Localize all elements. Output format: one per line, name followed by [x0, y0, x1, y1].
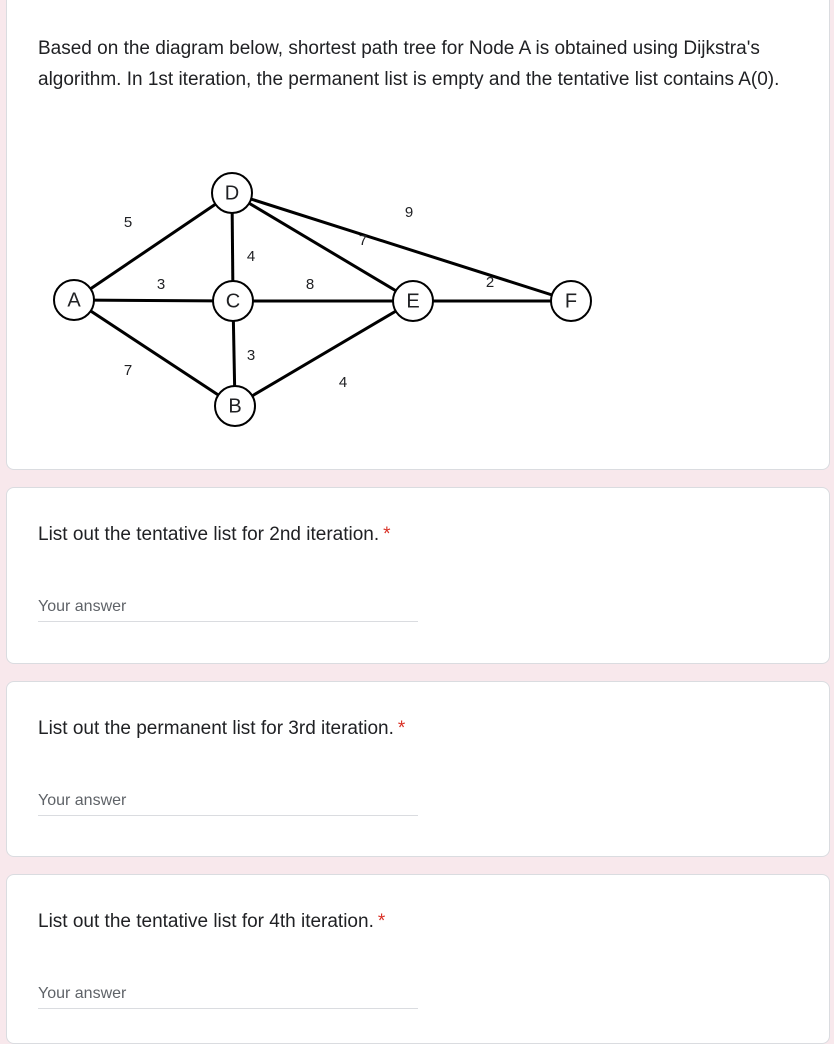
edge-weight-b-e: 4: [338, 373, 348, 391]
node-label: E: [406, 290, 420, 313]
edge-weight-d-f: 9: [404, 203, 414, 221]
node-b: [215, 386, 255, 426]
edge-weight-e-f: 2: [485, 273, 495, 291]
edge-b-e: [235, 301, 413, 406]
edge-weight-a-c: 3: [156, 275, 166, 293]
question-label: List out the permanent list for 3rd iteration. *: [38, 718, 406, 739]
node-c: [213, 281, 253, 321]
edge-weight-d-c: 4: [246, 247, 256, 265]
intro-card: [6, 0, 830, 470]
edge-a-b: [74, 300, 235, 406]
edge-d-e: [232, 193, 413, 301]
required-asterisk: *: [383, 524, 391, 545]
required-asterisk: *: [377, 911, 386, 932]
node-d: [212, 173, 252, 213]
graph-diagram: [7, 0, 831, 471]
intro-text: Based on the diagram below, shortest path tree for Node A is obtained using Dijkstra's algorithm. In 1st iteration, the permanent list is empty and the tentative list contains A(0).: [38, 38, 780, 90]
edge-weight-a-d: 5: [123, 213, 133, 231]
node-label: C: [225, 290, 241, 313]
node-label: F: [564, 290, 578, 313]
question-card: [6, 487, 830, 664]
answer-input[interactable]: [38, 979, 418, 1009]
node-label: B: [228, 395, 242, 418]
edge-a-c: [74, 300, 233, 301]
edge-weight-a-b: 7: [123, 361, 133, 379]
node-e: [393, 281, 433, 321]
edge-weight-d-e: 7: [358, 231, 368, 249]
question-card: [6, 874, 830, 1044]
node-label: A: [67, 289, 81, 312]
answer-input[interactable]: [38, 592, 418, 622]
question-card: [6, 681, 830, 857]
question-label: List out the tentative list for 2nd iteration. *: [38, 524, 391, 545]
question-label: List out the tentative list for 4th iteration. *: [38, 911, 386, 932]
edge-a-d: [74, 193, 232, 300]
required-asterisk: *: [397, 718, 406, 739]
node-a: [54, 280, 94, 320]
answer-input[interactable]: [38, 786, 418, 816]
node-label: D: [224, 182, 240, 205]
node-f: [551, 281, 591, 321]
edge-weight-c-e: 8: [305, 275, 315, 293]
edge-weight-c-b: 3: [246, 346, 256, 364]
